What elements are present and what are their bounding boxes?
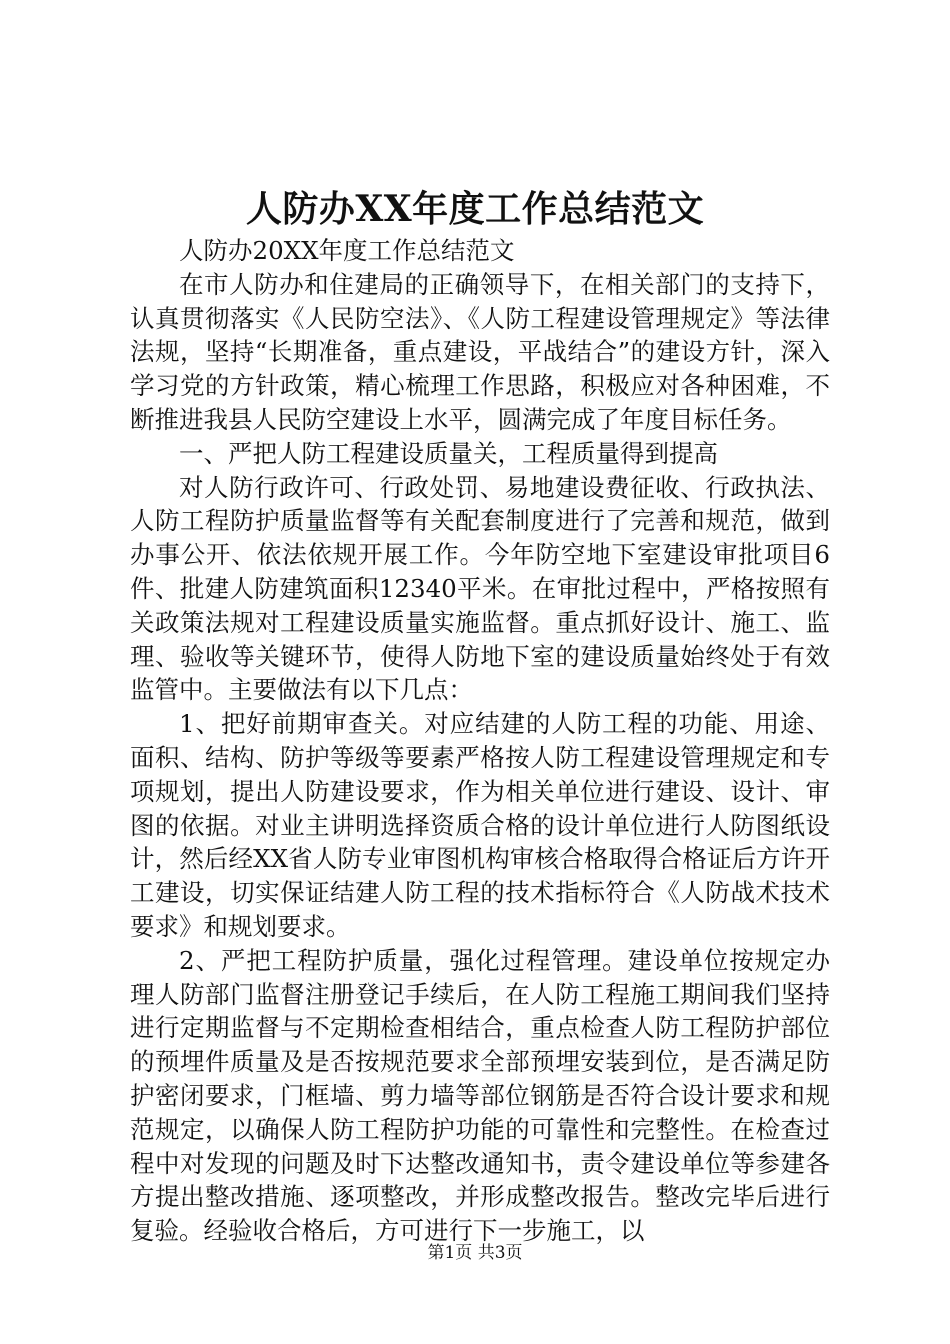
subtitle-paragraph: 人防办20XX年度工作总结范文 xyxy=(179,236,515,265)
item-2-paragraph: 2、严把工程防护质量，强化过程管理。建设单位按规定办理人防部门监督注册登记手续后，在人防工程施工期间我们坚持进行定期监督与不定期检查相结合，重点检查人防工程防护部位的预埋件质量及是否按规范要求全部预埋安装到位，是否满足防护密闭要求，门框墙、剪力墙等部位钢筋是否符合设计要求和规范规定，以确保人防工程防护功能的可靠性和完整性。在检查过程中对发现的问题及时下达整改通知书，责令建设单位等参建各方提出整改措施、逐项整改，并形成整改报告。整改完毕后进行复验。经验收合格后，方可进行下一步施工，以 xyxy=(130,945,830,1246)
document-title: 人防办XX年度工作总结范文 xyxy=(245,188,705,230)
page-number-footer: 第1页 共3页 xyxy=(427,1243,523,1263)
document-body xyxy=(130,234,830,1248)
section-paragraph: 对人防行政许可、行政处罚、易地建设费征收、行政执法、人防工程防护质量监督等有关配套制度进行了完善和规范，做到办事公开、依法依规开展工作。今年防空地下室建设审批项目6件、批建人防建筑面积12340平米。在审批过程中，严格按照有关政策法规对工程建设质量实施监督。重点抓好设计、施工、监理、验收等关键环节，使得人防地下室的建设质量始终处于有效监管中。主要做法有以下几点： xyxy=(130,472,830,705)
section-heading: 一、严把人防工程建设质量关，工程质量得到提高 xyxy=(179,438,718,468)
intro-paragraph: 在市人防办和住建局的正确领导下，在相关部门的支持下，认真贯彻落实《人民防空法》、《人防工程建设管理规定》等法律法规，坚持“长期准备，重点建设，平战结合”的建设方针，深入学习党的方针政策，精心梳理工作思路，积极应对各种困难，不断推进我县人民防空建设上水平，圆满完成了年度目标任务。 xyxy=(130,269,830,434)
item-1-paragraph: 1、把好前期审查关。对应结建的人防工程的功能、用途、面积、结构、防护等级等要素严格按人防工程建设管理规定和专项规划，提出人防建设要求，作为相关单位进行建设、设计、审图的依据。对业主讲明选择资质合格的设计单位进行人防图纸设计，然后经XX省人防专业审图机构审核合格取得合格证后方许开工建设，切实保证结建人防工程的技术指标符合《人防战术技术要求》和规划要求。 xyxy=(130,709,830,941)
